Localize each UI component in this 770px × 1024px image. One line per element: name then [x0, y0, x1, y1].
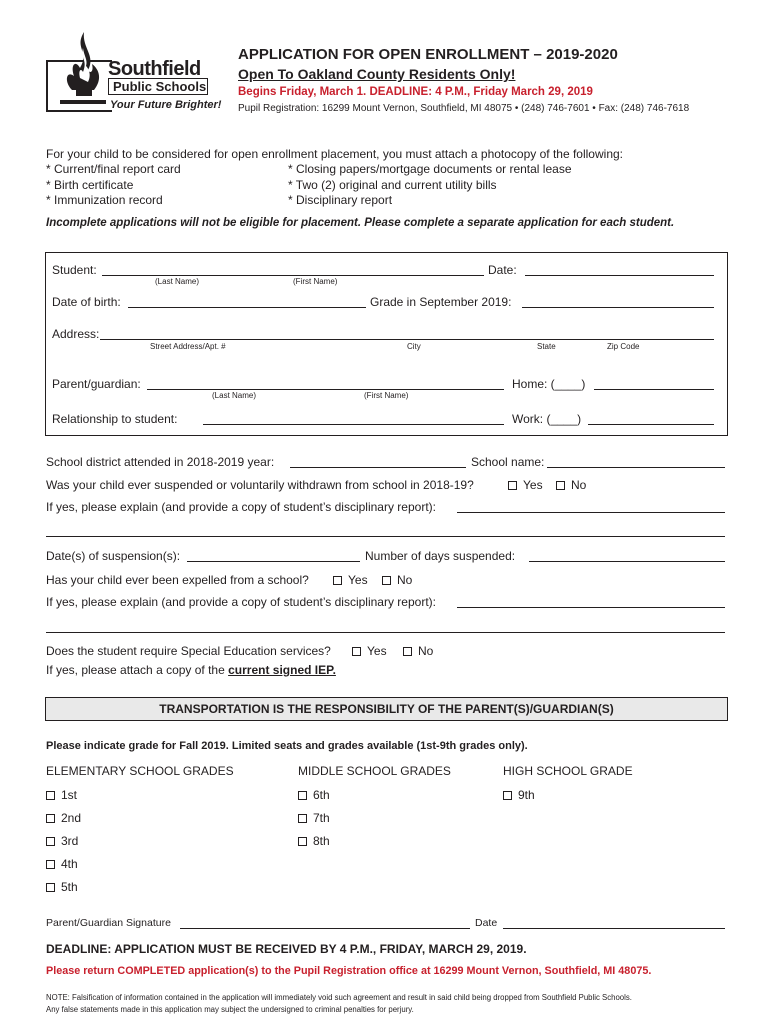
- checkbox[interactable]: [556, 481, 565, 490]
- district-field[interactable]: [290, 467, 466, 468]
- incomplete-warning: Incomplete applications will not be eligible for placement. Please complete a separate application for each student.: [46, 217, 675, 229]
- high-heading: HIGH SCHOOL GRADE: [503, 764, 633, 778]
- req-closing-papers: * Closing papers/mortgage documents or rental lease: [288, 162, 572, 176]
- grade-label: 2nd: [61, 811, 82, 825]
- checkbox[interactable]: [46, 883, 55, 892]
- district-label: School district attended in 2018-2019 year:: [46, 455, 275, 469]
- form-title: APPLICATION FOR OPEN ENROLLMENT – 2019-2020: [238, 46, 618, 63]
- grade-7th-option[interactable]: [298, 811, 330, 825]
- expelled-explain-field-2[interactable]: [46, 632, 725, 633]
- suspended-yes[interactable]: [508, 478, 543, 492]
- parent-last-caption: (Last Name): [212, 391, 257, 400]
- no-label: No: [397, 573, 413, 587]
- deadline-date: DEADLINE: 4 P.M., Friday March 29, 2019: [369, 86, 593, 98]
- grade-5th-option[interactable]: [46, 880, 78, 894]
- checkbox[interactable]: [508, 481, 517, 490]
- grade-label: 5th: [61, 880, 78, 894]
- middle-heading: MIDDLE SCHOOL GRADES: [298, 764, 451, 778]
- days-suspended-label: Number of days suspended:: [365, 549, 516, 563]
- grade-label: 4th: [61, 857, 78, 871]
- checkbox[interactable]: [298, 837, 307, 846]
- sped-yes[interactable]: [352, 644, 387, 658]
- home-phone-label: Home: (____): [512, 377, 586, 391]
- expelled-no[interactable]: [382, 573, 412, 587]
- suspended-question: Was your child ever suspended or voluntarily withdrawn from school in 2018-19?: [46, 478, 474, 492]
- sped-no[interactable]: [403, 644, 433, 658]
- address-field[interactable]: [100, 339, 714, 340]
- grade-1st-option[interactable]: [46, 788, 77, 802]
- expelled-explain-field[interactable]: [457, 607, 725, 608]
- checkbox[interactable]: [46, 837, 55, 846]
- signature-date-field[interactable]: [503, 928, 725, 929]
- expelled-yes[interactable]: [333, 573, 368, 587]
- suspension-explain-label: If yes, please explain (and provide a copy of student’s disciplinary report):: [46, 500, 436, 514]
- relationship-label: Relationship to student:: [52, 412, 178, 426]
- req-utility-bills: * Two (2) original and current utility bills: [288, 178, 497, 192]
- street-caption: Street Address/Apt. #: [150, 342, 226, 351]
- grade-label: 3rd: [61, 834, 79, 848]
- iep-emphasis: current signed IEP.: [228, 663, 336, 677]
- intro-lead: For your child to be considered for open enrollment placement, you must attach a photocopy of the following:: [46, 147, 623, 161]
- falsification-note: NOTE: Falsification of information contained in the application will immediately void such agreement and result in said child being dropped from Southfield Public Schools.: [46, 993, 632, 1002]
- zip-caption: Zip Code: [607, 342, 640, 351]
- school-name-field[interactable]: [547, 467, 725, 468]
- relationship-field[interactable]: [203, 424, 504, 425]
- home-phone-field[interactable]: [594, 389, 714, 390]
- req-immunization: * Immunization record: [46, 193, 163, 207]
- grade-field[interactable]: [522, 307, 714, 308]
- logo-tagline: Your Future Brighter!: [110, 99, 222, 111]
- work-phone-label: Work: (____): [512, 412, 582, 426]
- school-name-label: School name:: [471, 455, 545, 469]
- yes-label: Yes: [523, 478, 543, 492]
- yes-label: Yes: [348, 573, 368, 587]
- grade-label: 7th: [313, 811, 330, 825]
- deadline-notice: DEADLINE: APPLICATION MUST BE RECEIVED BY 4 P.M., FRIDAY, MARCH 29, 2019.: [46, 942, 527, 956]
- suspension-dates-field[interactable]: [187, 561, 360, 562]
- grade-label: 6th: [313, 788, 330, 802]
- grade-label: 1st: [61, 788, 78, 802]
- perjury-note: Any false statements made in this application may subject the undersigned to criminal penalties for perjury.: [46, 1005, 414, 1014]
- suspension-dates-label: Date(s) of suspension(s):: [46, 549, 181, 563]
- elementary-heading: ELEMENTARY SCHOOL GRADES: [46, 764, 234, 778]
- req-disciplinary: * Disciplinary report: [288, 193, 393, 207]
- state-caption: State: [537, 342, 556, 351]
- enrollment-dates: [238, 86, 593, 98]
- req-birth-certificate: * Birth certificate: [46, 178, 134, 192]
- signature-label: Parent/Guardian Signature: [46, 917, 171, 929]
- sped-question: Does the student require Special Education services?: [46, 644, 331, 658]
- checkbox[interactable]: [46, 814, 55, 823]
- dob-label: Date of birth:: [52, 295, 121, 309]
- signature-date-label: Date: [475, 917, 498, 929]
- checkbox[interactable]: [46, 860, 55, 869]
- checkbox[interactable]: [298, 814, 307, 823]
- checkbox[interactable]: [403, 647, 412, 656]
- checkbox[interactable]: [298, 791, 307, 800]
- no-label: No: [418, 644, 434, 658]
- yes-label: Yes: [367, 644, 387, 658]
- iep-text: If yes, please attach a copy of the: [46, 663, 229, 677]
- no-label: No: [571, 478, 587, 492]
- days-suspended-field[interactable]: [529, 561, 725, 562]
- suspended-no[interactable]: [556, 478, 586, 492]
- grade-9th-option[interactable]: [503, 788, 535, 802]
- date-label: Date:: [488, 263, 517, 277]
- parent-first-caption: (First Name): [364, 391, 409, 400]
- expelled-explain-label: If yes, please explain (and provide a copy of student’s disciplinary report):: [46, 595, 436, 609]
- checkbox[interactable]: [382, 576, 391, 585]
- grade-6th-option[interactable]: [298, 788, 330, 802]
- grade-label: 9th: [518, 788, 535, 802]
- dob-field[interactable]: [128, 307, 366, 308]
- grade-label: Grade in September 2019:: [370, 295, 512, 309]
- grade-3rd-option[interactable]: [46, 834, 78, 848]
- logo-name-line2: Public Schools: [108, 78, 208, 95]
- parent-label: Parent/guardian:: [52, 377, 141, 391]
- signature-field[interactable]: [180, 928, 470, 929]
- iep-instruction: [46, 663, 336, 677]
- logo-name-line1: Southfield: [108, 58, 201, 80]
- student-name-field[interactable]: [102, 275, 484, 276]
- grade-label: 8th: [313, 834, 330, 848]
- grade-2nd-option[interactable]: [46, 811, 81, 825]
- begin-date: Begins Friday, March 1.: [238, 86, 370, 98]
- student-label: Student:: [52, 263, 97, 277]
- address-label: Address:: [52, 327, 100, 341]
- return-instruction: Please return COMPLETED application(s) to the Pupil Registration office at 16299 Mount Vernon, Southfield, MI 48075.: [46, 965, 652, 977]
- work-phone-field[interactable]: [588, 424, 714, 425]
- expelled-question: Has your child ever been expelled from a school?: [46, 573, 309, 587]
- city-caption: City: [407, 342, 421, 351]
- suspension-explain-field[interactable]: [457, 512, 725, 513]
- form-subtitle: Open To Oakland County Residents Only!: [238, 66, 516, 82]
- grade-4th-option[interactable]: [46, 857, 78, 871]
- last-name-caption: (Last Name): [155, 277, 200, 286]
- grade-8th-option[interactable]: [298, 834, 330, 848]
- req-report-card: * Current/final report card: [46, 162, 181, 176]
- transportation-banner: TRANSPORTATION IS THE RESPONSIBILITY OF THE PARENT(S)/GUARDIAN(S): [45, 697, 728, 721]
- contact-info: Pupil Registration: 16299 Mount Vernon, Southfield, MI 48075 • (248) 746-7601 • Fax: (248) 746-7618: [238, 103, 690, 114]
- checkbox[interactable]: [333, 576, 342, 585]
- torch-flame-icon: [56, 30, 110, 110]
- first-name-caption: (First Name): [293, 277, 338, 286]
- suspension-explain-field-2[interactable]: [46, 536, 725, 537]
- checkbox[interactable]: [352, 647, 361, 656]
- checkbox[interactable]: [503, 791, 512, 800]
- checkbox[interactable]: [46, 791, 55, 800]
- date-field[interactable]: [525, 275, 714, 276]
- parent-name-field[interactable]: [147, 389, 504, 390]
- grade-instruction: Please indicate grade for Fall 2019. Limited seats and grades available (1st-9th grades only).: [46, 740, 528, 752]
